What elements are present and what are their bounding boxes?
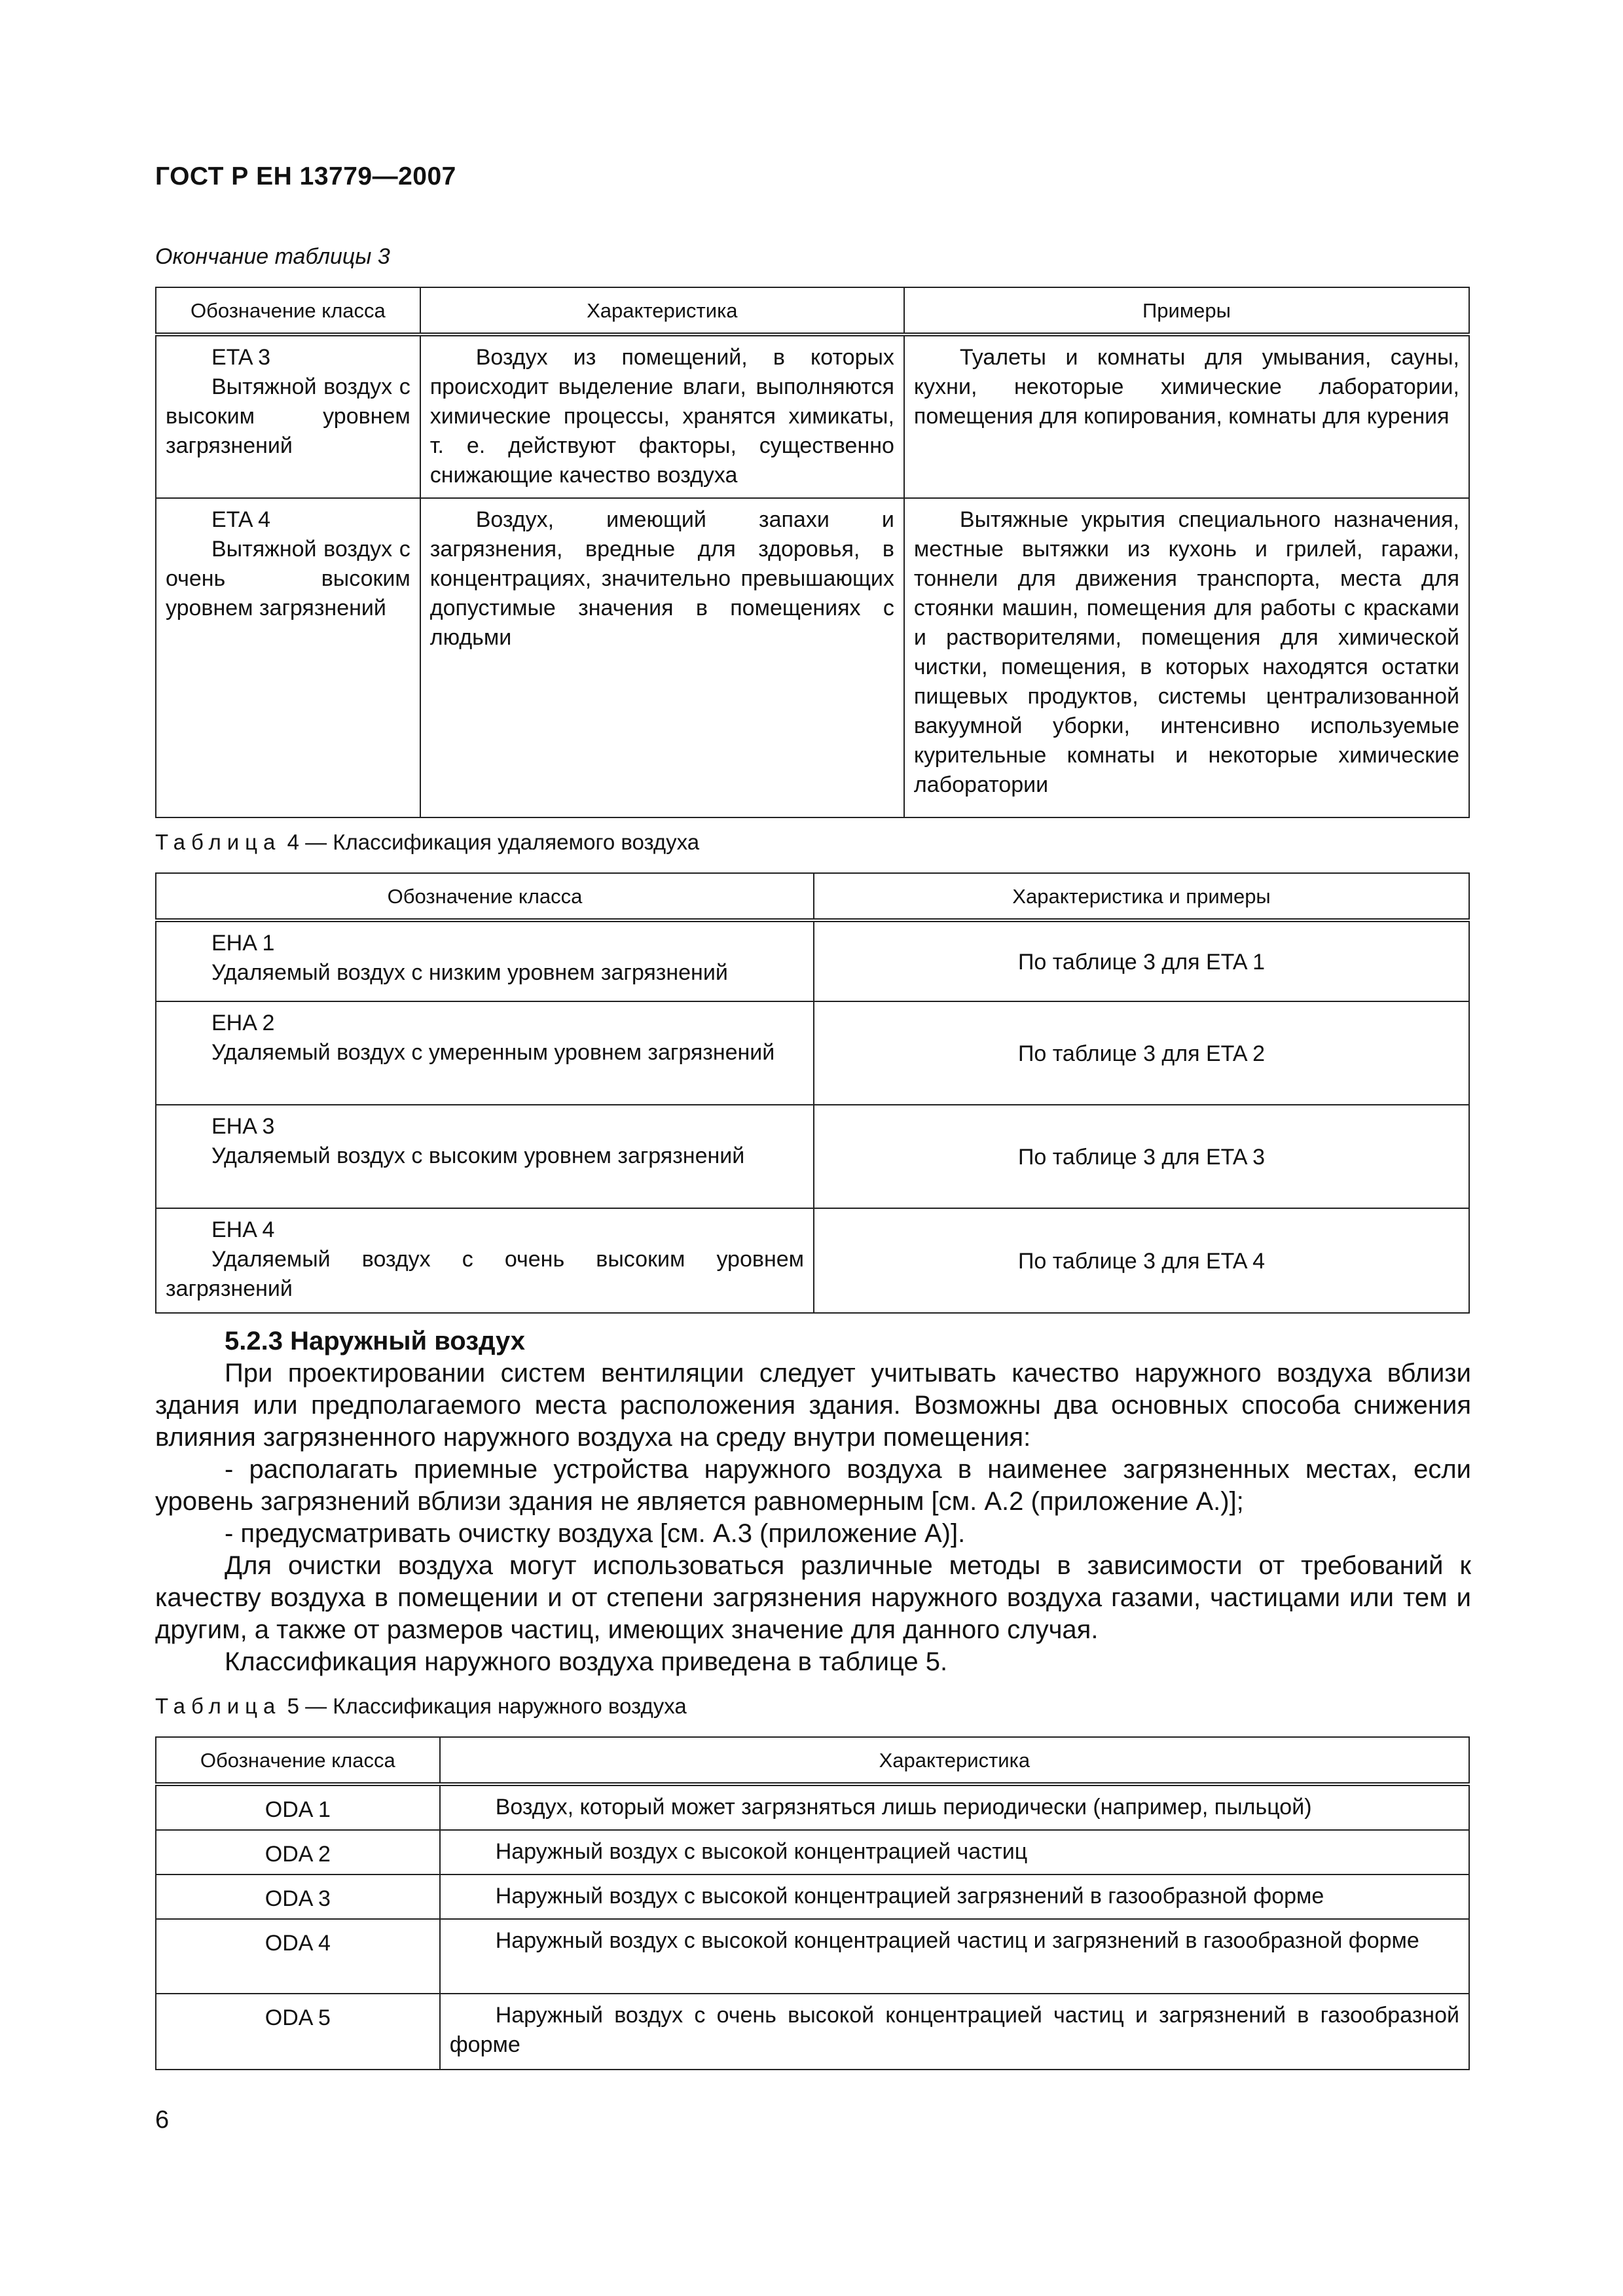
class-code: EHA 2 [211,1011,275,1035]
column-header: Обозначение класса [156,873,814,920]
table-5 [155,1736,1470,2070]
body-paragraph: Классификация наружного воздуха приведена в таблице 5. [225,1647,948,1676]
page-number: 6 [155,2106,170,2134]
table-row [156,1994,1469,2070]
class-description: Наружный воздух с высокой концентрацией частиц [440,1830,1469,1874]
class-name: Вытяжной воздух с очень высоким уровнем загрязнений [166,537,410,620]
table-row [156,334,1469,498]
class-code: ODA 1 [156,1784,440,1830]
class-cell [156,920,814,1001]
list-item: - располагать приемные устройства наружного воздуха в наименее загрязненных местах, если уровень загрязнений вблизи здания не является равномерным [см. А.2 (приложение А.)]; [155,1455,1471,1516]
reference-cell: По таблице 3 для ETA 3 [814,1105,1469,1208]
column-header: Характеристика [420,287,904,334]
class-code: ETA 4 [211,507,271,532]
table-row [156,1919,1469,1994]
table-header-row [156,287,1469,334]
table4-caption-text: 4 — Классификация удаляемого воздуха [287,830,700,854]
class-cell [156,1208,814,1313]
class-code: ODA 2 [156,1830,440,1874]
column-header: Характеристика и примеры [814,873,1469,920]
class-code: EHA 4 [211,1217,275,1242]
class-code: ODA 5 [156,1994,440,2070]
class-description: Воздух, который может загрязняться лишь периодически (например, пыльцой) [440,1784,1469,1830]
class-description: Наружный воздух с очень высокой концентрацией частиц и загрязнений в газообразной форме [440,1994,1469,2070]
table-row [156,498,1469,817]
column-header: Примеры [904,287,1469,334]
class-cell [156,1001,814,1105]
table-header-row [156,873,1469,920]
table5-caption [155,1694,687,1719]
class-cell [156,334,420,498]
column-header: Характеристика [440,1737,1469,1784]
table-row [156,920,1469,1001]
class-code: ODA 3 [156,1874,440,1919]
reference-cell: По таблице 3 для ETA 1 [814,920,1469,1001]
class-code: EHA 1 [211,931,275,956]
table-row [156,1208,1469,1313]
class-code: ETA 3 [211,345,271,370]
table5-caption-text: 5 — Классификация наружного воздуха [287,1694,687,1718]
column-header: Обозначение класса [156,1737,440,1784]
class-cell [156,1105,814,1208]
body-paragraph: Для очистки воздуха могут использоваться различные методы в зависимости от требований к качеству воздуха в помещении и от степени загрязнения наружного воздуха газами, частицами или тем и другим, а также от размеров частиц, имеющих значение для данного случая. [155,1551,1471,1644]
class-description: Удаляемый воздух с высоким уровнем загрязнений [211,1143,745,1168]
table-row [156,1105,1469,1208]
class-description: Удаляемый воздух с низким уровнем загрязнений [211,960,728,985]
table-row [156,1001,1469,1105]
characteristic-cell: Воздух из помещений, в которых происходит выделение влаги, выполняются химические процессы, хранятся химикаты, т. е. действуют факторы, существенно снижающие качество воздуха [420,334,904,498]
document-header: ГОСТ Р ЕН 13779—2007 [155,162,456,190]
table-header-row [156,1737,1469,1784]
class-name: Вытяжной воздух с высоким уровнем загрязнений [166,374,410,458]
body-paragraph: При проектировании систем вентиляции следует учитывать качество наружного воздуха вблизи здания или предполагаемого места расположения здания. Возможны два основных способа снижения влияния загрязненного наружного воздуха на среду внутри помещения: [155,1359,1471,1452]
table-3 [155,287,1470,818]
table4-caption-label: Таблица [155,830,282,854]
class-description: Наружный воздух с высокой концентрацией частиц и загрязнений в газообразной форме [440,1919,1469,1994]
table3-caption: Окончание таблицы 3 [155,244,390,269]
examples-cell: Туалеты и комнаты для умывания, сауны, кухни, некоторые химические лаборатории, помещения для копирования, комнаты для курения [904,334,1469,498]
table-4 [155,872,1470,1314]
section-heading: 5.2.3 Наружный воздух [225,1327,525,1355]
reference-cell: По таблице 3 для ETA 4 [814,1208,1469,1313]
column-header: Обозначение класса [156,287,420,334]
class-code: EHA 3 [211,1114,275,1139]
class-cell [156,498,420,817]
table-row [156,1874,1469,1919]
class-code: ODA 4 [156,1919,440,1994]
list-item: - предусматривать очистку воздуха [см. А.3 (приложение А)]. [225,1519,966,1548]
table-row [156,1784,1469,1830]
reference-cell: По таблице 3 для ETA 2 [814,1001,1469,1105]
class-description: Наружный воздух с высокой концентрацией загрязнений в газообразной форме [440,1874,1469,1919]
class-description: Удаляемый воздух с очень высоким уровнем загрязнений [166,1247,805,1301]
table5-caption-label: Таблица [155,1694,282,1718]
table4-caption [155,830,699,855]
characteristic-cell: Воздух, имеющий запахи и загрязнения, вредные для здоровья, в концентрациях, значительно превышающих допустимые значения в помещениях с людьми [420,498,904,817]
class-description: Удаляемый воздух с умеренным уровнем загрязнений [211,1040,775,1065]
section-5-2-3 [155,1325,1471,1678]
examples-cell: Вытяжные укрытия специального назначения, местные вытяжки из кухонь и грилей, гаражи, тоннели для движения транспорта, места для стоянки машин, помещения для работы с красками и растворителями, помещения для химической чистки, помещения, в которых находятся остатки пищевых продуктов, системы централизованной вакуумной уборки, интенсивно используемые курительные комнаты и некоторые химические лаборатории [904,498,1469,817]
table-row [156,1830,1469,1874]
